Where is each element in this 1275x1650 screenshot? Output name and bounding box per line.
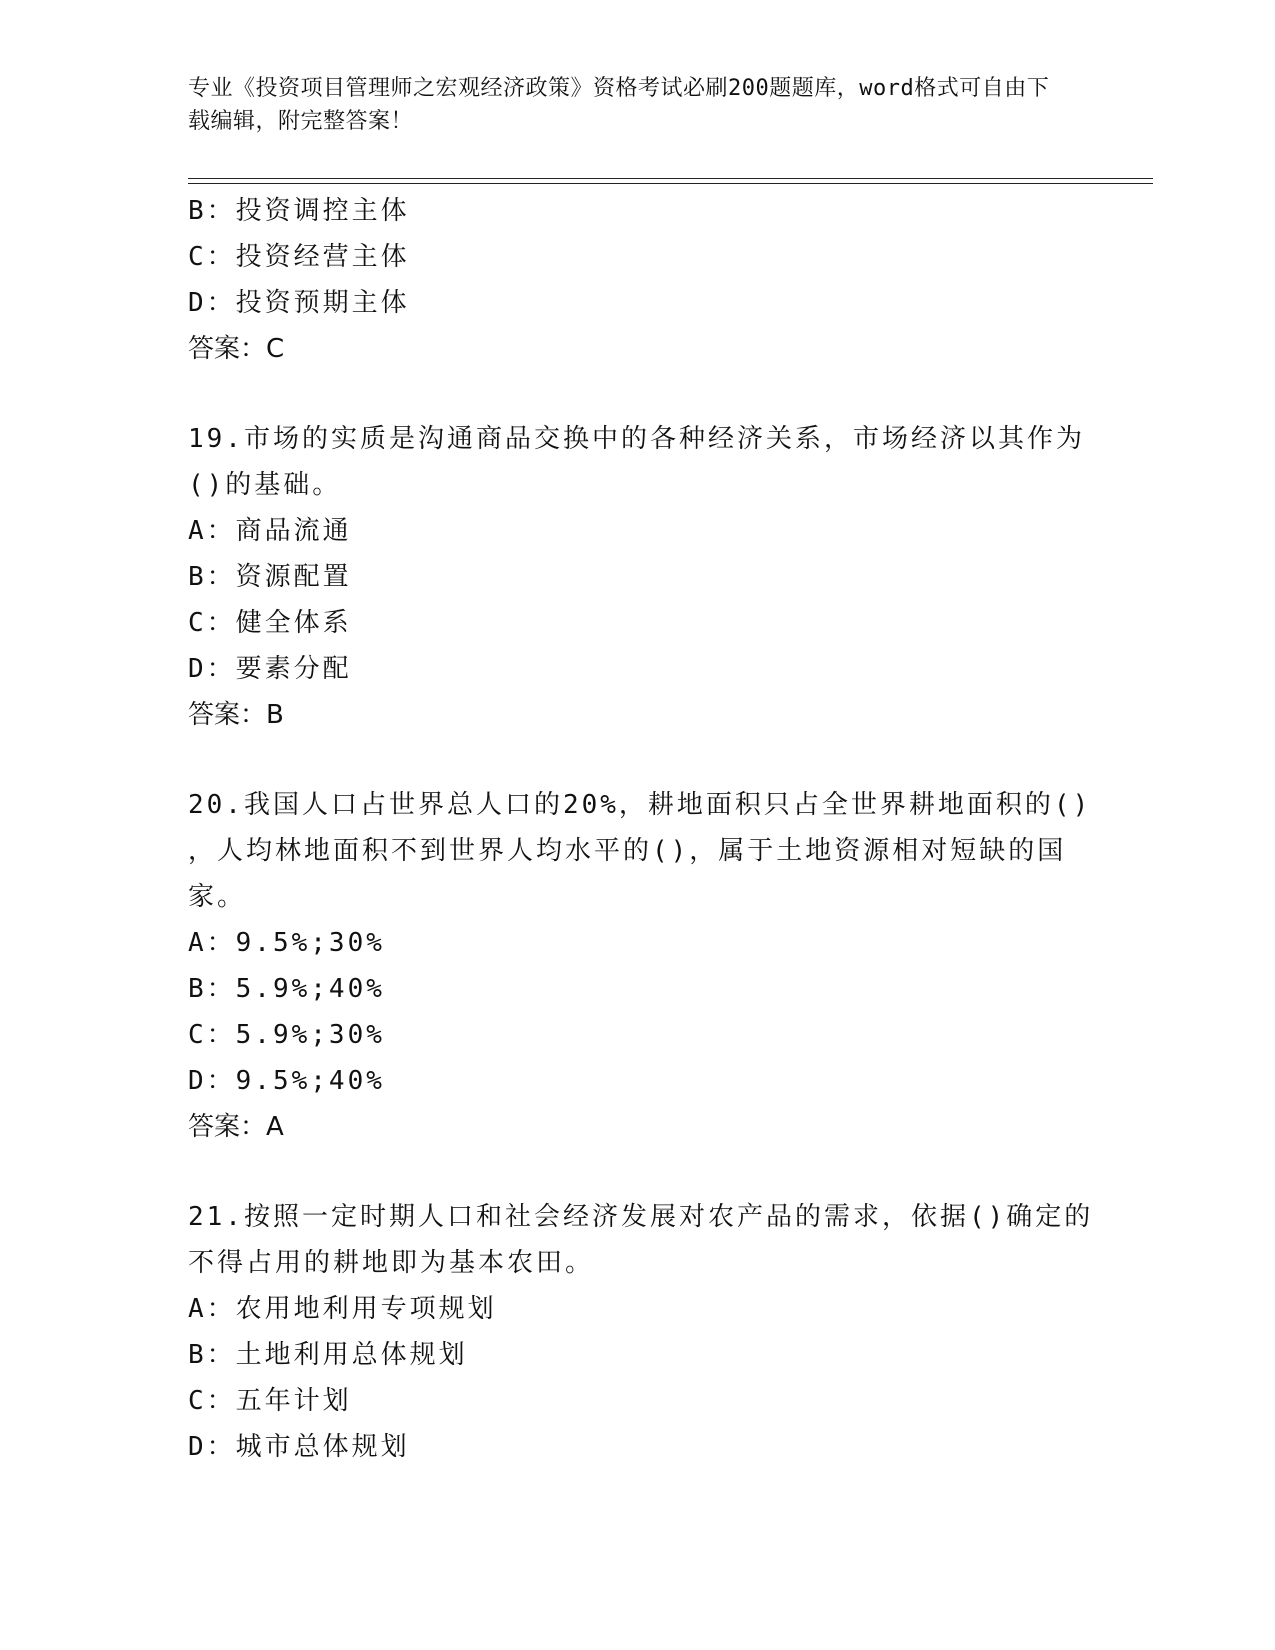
option: A：商品流通	[188, 516, 352, 546]
option: C：健全体系	[188, 608, 352, 638]
option: D：投资预期主体	[188, 288, 410, 318]
answer: 答案：C	[188, 334, 285, 364]
option: B：5.9%;40%	[188, 974, 385, 1004]
question-stem-line: 不得占用的耕地即为基本农田。	[188, 1248, 595, 1278]
question-stem-line: 家。	[188, 882, 247, 912]
option: D：要素分配	[188, 654, 352, 684]
question-stem-line: ，人均林地面积不到世界人均水平的()，属于土地资源相对短缺的国	[188, 836, 1067, 866]
option: B：投资调控主体	[188, 196, 410, 226]
answer: 答案：B	[188, 700, 284, 730]
question-stem-line: 19.市场的实质是沟通商品交换中的各种经济关系，市场经济以其作为	[188, 424, 1085, 454]
page-header: 专业《投资项目管理师之宏观经济政策》资格考试必刷200题题库，word格式可自由下载编辑，附完整答案！	[188, 76, 1050, 134]
header-rule-top	[188, 178, 1153, 179]
answer: 答案：A	[188, 1112, 284, 1142]
option: D：9.5%;40%	[188, 1066, 385, 1096]
option: A：农用地利用专项规划	[188, 1294, 497, 1324]
question-20	[188, 782, 1092, 1150]
option: C：五年计划	[188, 1386, 352, 1416]
question-stem-line: 21.按照一定时期人口和社会经济发展对农产品的需求，依据()确定的	[188, 1202, 1094, 1232]
option: B：土地利用总体规划	[188, 1340, 468, 1370]
option: C：5.9%;30%	[188, 1020, 385, 1050]
option: B：资源配置	[188, 562, 352, 592]
question-stem-line: ()的基础。	[188, 470, 342, 500]
question-19	[188, 416, 1085, 738]
question-stem-line: 20.我国人口占世界总人口的20%，耕地面积只占全世界耕地面积的()	[188, 790, 1092, 820]
question-content	[188, 188, 1094, 1470]
option: A：9.5%;30%	[188, 928, 385, 958]
header-rule-bottom	[188, 183, 1153, 184]
option: C：投资经营主体	[188, 242, 410, 272]
option: D：城市总体规划	[188, 1432, 410, 1462]
question-21	[188, 1194, 1094, 1470]
